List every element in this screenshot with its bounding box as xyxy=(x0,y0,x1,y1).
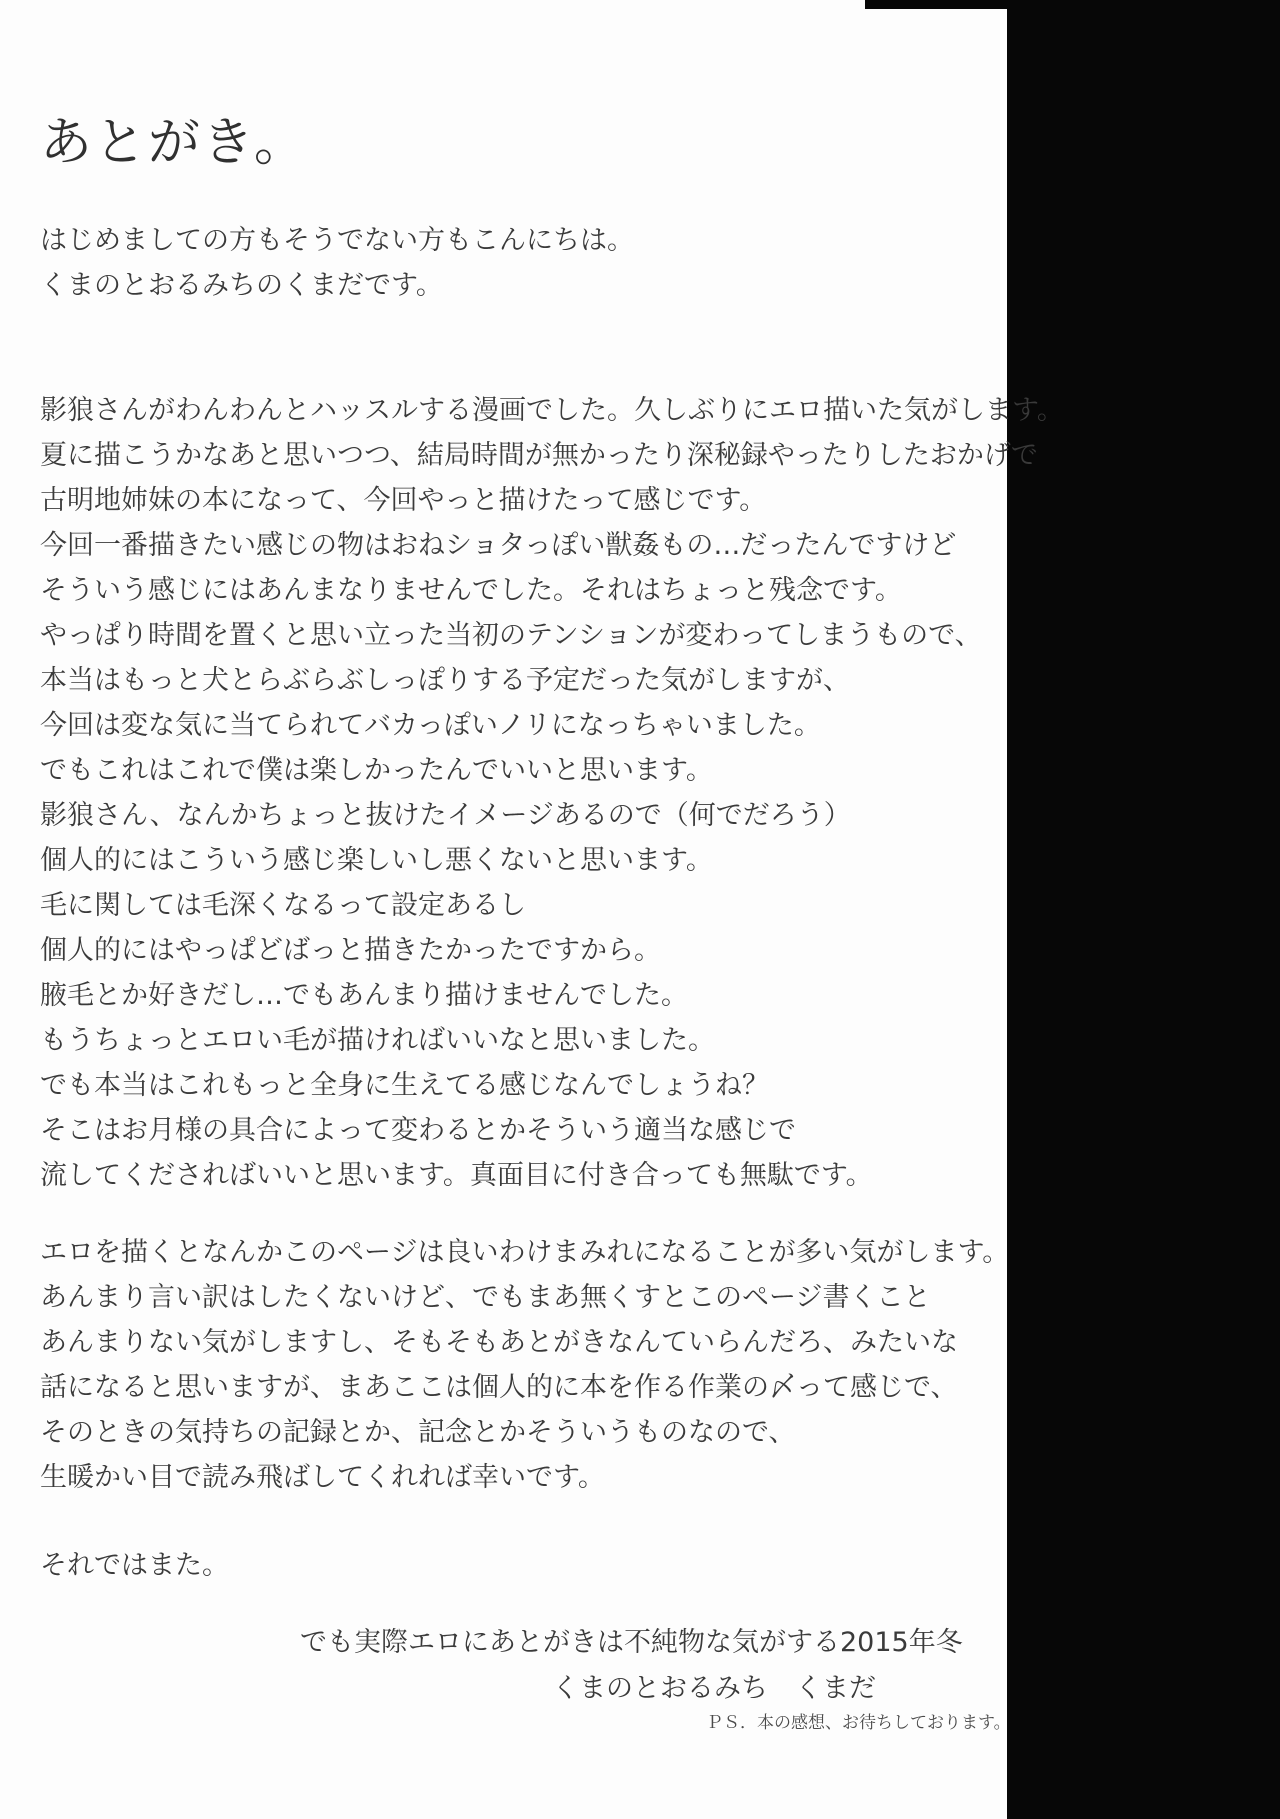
author-signature: くまのとおるみち くまだ xyxy=(552,1673,876,1704)
text-line: 生暖かい目で読み飛ばしてくれれば幸いです。 xyxy=(40,1462,605,1493)
text-line: くまのとおるみちのくまだです。 xyxy=(40,270,443,301)
closing-remark: でも実際エロにあとがきは不純物な気がする2015年冬 xyxy=(300,1627,963,1658)
text-line: でも本当はこれもっと全身に生えてる感じなんでしょうね？ xyxy=(40,1070,769,1101)
text-line: 個人的にはこういう感じ楽しいし悪くないと思います。 xyxy=(40,845,713,876)
text-line: 影狼さん、なんかちょっと抜けたイメージあるので（何でだろう） xyxy=(40,800,851,831)
text-line: そこはお月様の具合によって変わるとかそういう適当な感じで xyxy=(40,1115,796,1146)
text-line: あんまり言い訳はしたくないけど、でもまあ無くすとこのページ書くこと xyxy=(40,1282,931,1313)
text-line: エロを描くとなんかこのページは良いわけまみれになることが多い気がします。 xyxy=(40,1237,1010,1268)
greeting-paragraph xyxy=(40,218,634,308)
text-line: 今回一番描きたい感じの物はおねショタっぽい獣姦もの…だったんですけど xyxy=(40,530,957,561)
excuse-paragraph xyxy=(40,1230,1009,1500)
text-line: はじめましての方もそうでない方もこんにちは。 xyxy=(40,225,634,256)
text-line: 本当はもっと犬とらぶらぶしっぽりする予定だった気がしますが、 xyxy=(40,665,850,696)
text-line: 毛に関しては毛深くなるって設定あるし xyxy=(40,890,526,921)
text-line: 影狼さんがわんわんとハッスルする漫画でした。久しぶりにエロ描いた気がします。 xyxy=(40,395,1064,426)
text-line: 今回は変な気に当てられてバカっぽいノリになっちゃいました。 xyxy=(40,710,821,741)
text-line: もうちょっとエロい毛が描ければいいなと思いました。 xyxy=(40,1025,715,1056)
main-paragraph xyxy=(40,388,1064,1198)
text-line: でもこれはこれで僕は楽しかったんでいいと思います。 xyxy=(40,755,713,786)
text-line: そういう感じにはあんまなりませんでした。それはちょっと残念です。 xyxy=(40,575,902,606)
text-line: 流してくださればいいと思います。真面目に付き合っても無駄です。 xyxy=(40,1160,873,1191)
text-line: 個人的にはやっぱどばっと描きたかったですから。 xyxy=(40,935,661,966)
text-line: 夏に描こうかなあと思いつつ、結局時間が無かったり深秘録やったりしたおかげで xyxy=(40,440,1038,471)
text-line: そのときの気持ちの記録とか、記念とかそういうものなので、 xyxy=(40,1417,796,1448)
text-line: 腋毛とか好きだし…でもあんまり描けませんでした。 xyxy=(40,980,688,1011)
text-line: やっぱり時間を置くと思い立った当初のテンションが変わってしまうもので、 xyxy=(40,620,982,651)
farewell-line: それではまた。 xyxy=(40,1550,229,1581)
text-line: あんまりない気がしますし、そもそもあとがきなんていらんだろ、みたいな xyxy=(40,1327,958,1358)
page-title: あとがき。 xyxy=(40,113,308,173)
text-line: 古明地姉妹の本になって、今回やっと描けたって感じです。 xyxy=(40,485,767,516)
text-line: 話になると思いますが、まあここは個人的に本を作る作業の〆って感じで、 xyxy=(40,1372,958,1403)
postscript-line: ＰＳ．本の感想、お待ちしております。 xyxy=(706,1713,1011,1733)
